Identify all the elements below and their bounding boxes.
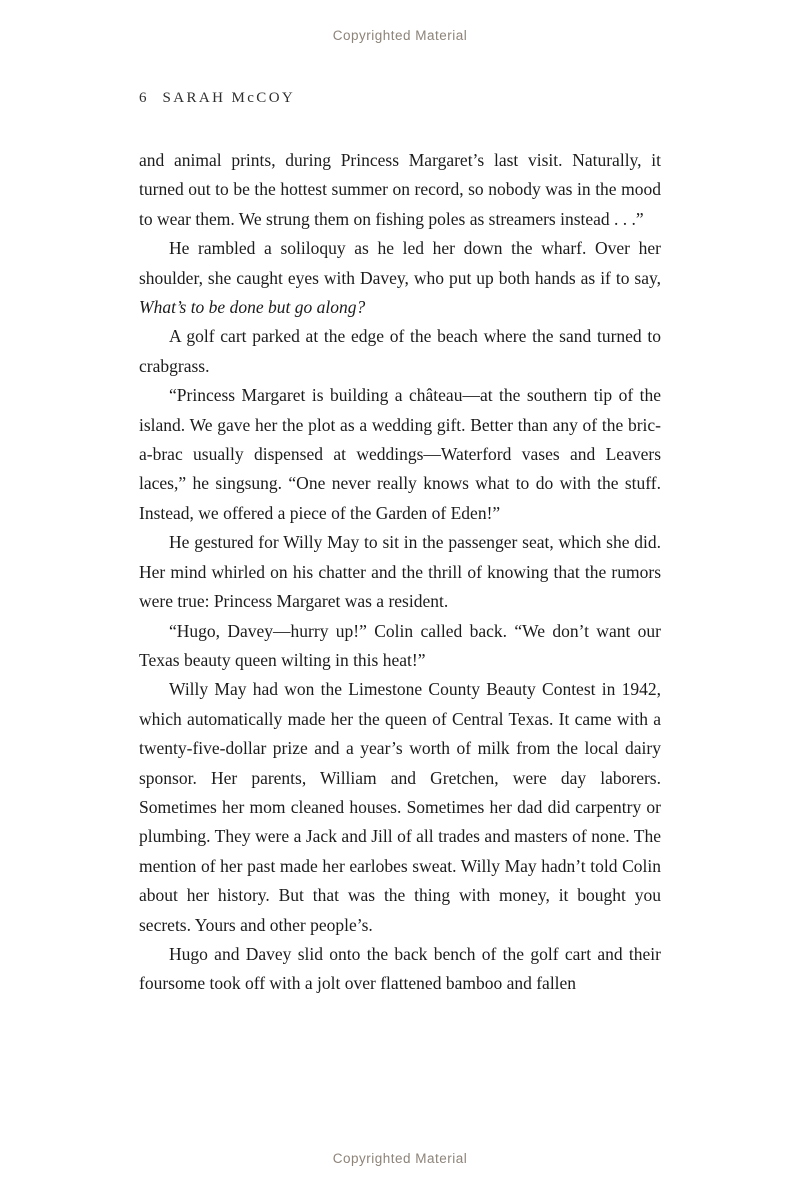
text-run: He gestured for Willy May to sit in the passenger seat, which she did. Her mind whirled on his chatter and the thrill of knowing that the rumors were true: Princess Margaret was a resident. — [139, 532, 661, 612]
copyright-notice-top: Copyrighted Material — [332, 28, 468, 43]
paragraph — [139, 381, 661, 528]
paragraph — [139, 528, 661, 616]
italic-text-run: What’s to be done but go along? — [139, 297, 366, 318]
paragraph — [139, 322, 661, 381]
copyright-notice-bottom: Copyrighted Material — [332, 1151, 468, 1166]
text-run: A golf cart parked at the edge of the beach where the sand turned to crabgrass. — [139, 326, 661, 376]
running-header — [139, 90, 295, 107]
text-run: Willy May had won the Limestone County Beauty Contest in 1942, which automatically made her the queen of Central Texas. It came with a twenty-five-dollar prize and a year’s worth of milk from the local dairy sponsor. Her parents, William and Gretchen, were day laborers. Sometimes her mom cleaned houses. Sometimes her dad did carpentry or plumbing. They were a Jack and Jill of all trades and masters of none. The mention of her past made her earlobes sweat. Willy May hadn’t told Colin about her history. But that was the thing with money, it bought you secrets. Yours and other people’s. — [139, 679, 661, 935]
text-run: “Hugo, Davey—hurry up!” Colin called back. “We don’t want our Texas beauty queen wilting in this heat!” — [139, 620, 661, 670]
text-run: “Princess Margaret is building a château—at the southern tip of the island. We gave her the plot as a wedding gift. Better than any of the bric-a-brac usually dispensed at weddings—Waterford vases and Leavers laces,” he singsung. “One never really knows what to do with the stuff. Instead, we offered a piece of the Garden of Eden!” — [139, 385, 661, 523]
book-paragraphs — [139, 146, 661, 999]
paragraph — [139, 234, 661, 322]
paragraph — [139, 146, 661, 234]
paragraph — [139, 617, 661, 676]
text-run: He rambled a soliloquy as he led her down the wharf. Over her shoulder, she caught eyes with Davey, who put up both hands as if to say, — [139, 238, 661, 288]
paragraph — [139, 675, 661, 940]
author-name: SARAH McCOY — [162, 90, 296, 106]
text-run: and animal prints, during Princess Margaret’s last visit. Naturally, it turned out to be the hottest summer on record, so nobody was in the mood to wear them. We strung them on fishing poles as streamers instead . . .” — [139, 150, 661, 229]
text-run: Hugo and Davey slid onto the back bench of the golf cart and their foursome took off with a jolt over flattened bamboo and fallen — [139, 943, 661, 994]
paragraph — [139, 940, 661, 999]
page-number: 6 — [139, 90, 147, 106]
